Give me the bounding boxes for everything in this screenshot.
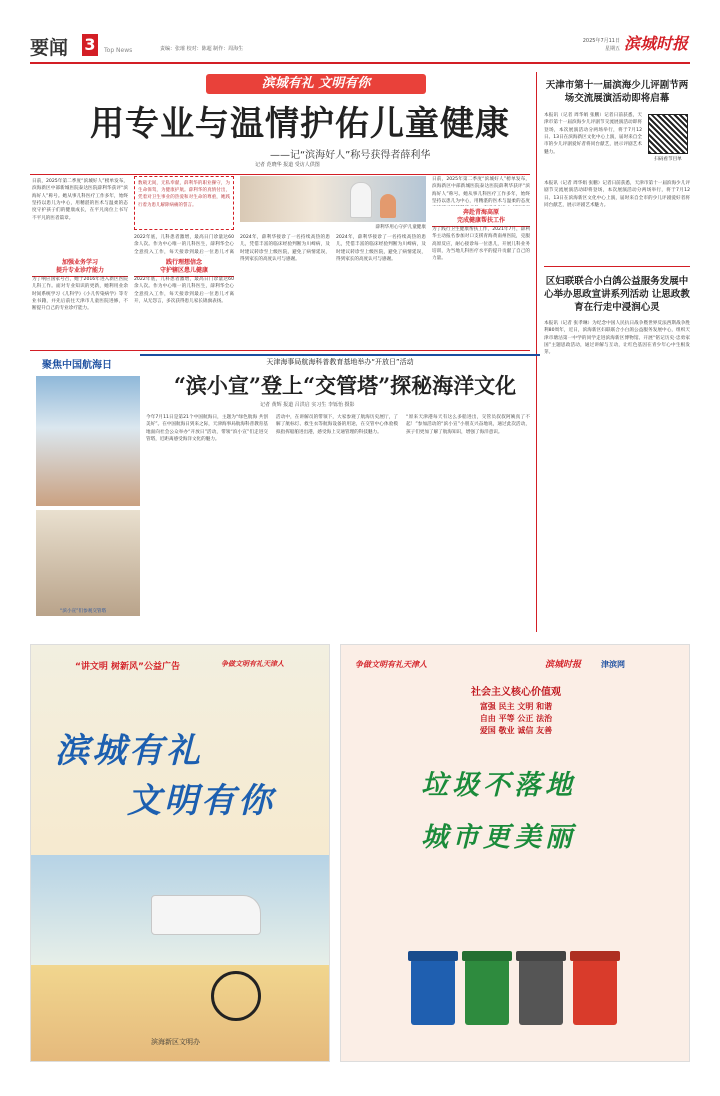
recyclable-bin-icon	[411, 959, 455, 1025]
campaign-banner: 滨城有礼 文明有你	[206, 74, 426, 94]
ad-garbage-logo-3: 津滨网	[601, 660, 625, 669]
ad-civility-title-1: 滨城有礼	[55, 731, 203, 771]
story2-kicker: 天津海事局航海科普教育基地举办“开放日”活动	[140, 354, 540, 366]
story2-top-rule	[30, 350, 530, 351]
section-subheading-2: 守护辖区患儿健康	[134, 266, 234, 277]
story2-photo-bottom	[36, 510, 140, 616]
side-top-body-a: 本报讯（记者 周华娟 张鹏）记者日前获悉，天津市第十一届滨海少儿评剧节交流展演活动即将登场，本次展演活动分两场举行，将于7月12日、13日在滨海新区文化中心上演，届时来自全市的少儿评剧爱好者将同台献艺，展示评剧艺术魅力。	[544, 113, 642, 155]
core-values-line-1: 富强 民主 文明 和谐	[479, 702, 553, 711]
side-top-headline: 天津市第十一届滨海少儿评剧节两场交流展演活动即将启幕	[545, 80, 689, 104]
child-figure	[380, 194, 396, 218]
section-subheading-1: 提升专业诊疗能力	[32, 266, 128, 277]
side-bottom-body: 本报讯（记者 张孝琳）为纪念中国人民抗日战争暨世界反法西斯战争胜利80周年，近日，滨海新区妇联联合小白鸽公益服务发展中心，组织天津市塘沽第一中学的同学走进滨海新区博物馆、开展“铭记历史·忠勇家国”主题思政活动，通过讲解与互动，让红色基因在青少年心中生根发芽。	[544, 321, 690, 356]
ad-civility-footer: 滨海新区文明办	[151, 1038, 200, 1046]
story2-body-col3: “原来天津港每天有这么多船进出，交管员叔叔阿姨真了不起！”参加活动的“滨小宣”小朋友兴奋地说，通过此次活动，孩子们更加了解了航海知识，增强了海洋意识。	[406, 415, 530, 435]
issue-date: 2025年7月11日	[582, 38, 620, 44]
doctor-figure	[350, 182, 372, 218]
focus-tag: 聚焦中国航海日	[42, 360, 112, 371]
ad-garbage	[340, 644, 690, 1062]
lead-photo	[240, 176, 426, 222]
ad-garbage-logo-2: 滨城时报	[545, 660, 582, 670]
ad-civility-title-2: 文明有你	[127, 781, 275, 821]
story2-body-col1: 今年7月11日是第21个中国航海日，主题为“绿色航海 共创美好”。在中国航海日到来之际，天津海事局航海科普教育基地面向社会公众举办“开放日”活动，带领“滨小宣”们走进交管塔，近距离感受海洋文化的魅力。	[146, 415, 268, 443]
qr-caption: 扫码看节目单	[654, 157, 682, 162]
ad-cruise-ship	[151, 895, 261, 935]
right-column-rule	[536, 72, 537, 632]
qr-code[interactable]	[648, 114, 688, 154]
section-name-en: Top News	[104, 47, 133, 54]
masthead-rule	[30, 62, 690, 64]
lead-intro-paragraph: 日前，2025年第二季度“滨城好人”榜单发布，滨海新区中部新城医院泰达医院薛利华获评“滨海好人”称号。她从事儿科医疗工作多年，始终坚持以患儿为中心，用精湛的医术与温柔的态度守护孩子们的健康成长，在平凡岗位上书写不平凡的医者篇章。	[32, 179, 128, 221]
core-values-title: 社会主义核心价值观	[471, 687, 561, 698]
section-subheading-3: 完成健康帮扶工作	[432, 216, 530, 227]
lead-body-col2a: 2022年底，儿科患者激增，最高日门诊量达60余人次。作为中心唯一的儿科医生，薛利华全心全意投入工作，每天接诊到最后一位患儿才离	[134, 235, 234, 255]
core-values-line-2: 自由 平等 公正 法治	[479, 714, 553, 723]
lead-headline: 用专业与温情护佑儿童健康	[90, 104, 510, 144]
other-waste-bin-icon	[519, 959, 563, 1025]
newspaper-logo: 滨城时报	[624, 34, 689, 53]
ad-civility-tag: “讲文明 树新风”公益广告	[75, 662, 180, 672]
section-heading-2: 践行理想信念	[165, 259, 202, 266]
story2-body-col2: 活动中，在讲解员的带领下，大家参观了航海历史展厅，了解了航标灯、救生衣等航海设备的用途，在交管中心体验模拟指挥船舶进出港，感受海上交通管理的科技魅力。	[276, 415, 398, 435]
issue-weekday: 星期五	[604, 46, 620, 52]
page-number: 3	[82, 34, 98, 56]
side-top-body-b: 本报讯（记者 周华娟 张鹏）记者日前获悉，天津市第十一届滨海少儿评剧节交流展演活动即将登场，本次展演活动分两场举行，将于7月12日、13日在滨海新区文化中心上演，届时来自全市的少儿评剧爱好者将同台献艺，展示评剧艺术魅力。	[544, 181, 690, 209]
section-name: 要闻	[30, 37, 69, 59]
story2-byline: 记者 黄辉 报道 吕洪启 实习生 李铄怡 摄影	[260, 402, 355, 408]
section-heading-3: 奔赴青海高原	[462, 209, 499, 216]
intro-quote-box	[134, 176, 234, 230]
kitchen-waste-bin-icon	[465, 959, 509, 1025]
lead-body-col2b: 2022年底，儿科患者激增，最高日门诊量达60余人次。作为中心唯一的儿科医生，薛利华全心全意投入工作，每天接诊到最后一位患儿才离开，从无怨言，多次获得患儿家长锦旗表扬。	[134, 277, 234, 305]
lead-body-col1: 为了响应国家号召，她于2016年进入新区医院儿科工作。面对专业知识的更新，她利用业余时间系统学习《儿科学》《小儿传染病学》等专业书籍，并先后前往天津市儿童医院进修，不断提升自己的专业诊疗能力。	[32, 277, 128, 312]
lead-body-col4a: 2024年，薛利华接诊了一名持续高热的患儿，凭借丰富的临床经验判断为川崎病，及时建议转诊至上级医院，避免了病情延误，得到家长的高度认可与感谢。	[336, 235, 426, 263]
intro-quote: 数载无间，无私奉献，薛利华的职业操守，为生命保驾，为健康护航。薛利华的真情付出，凭着对卫生事业的热爱和对生命的尊重，她践行着为患儿解除病痛的誓言。	[138, 181, 230, 208]
ad-civility	[30, 644, 330, 1062]
ad-slogan-2: 城市更美丽	[421, 822, 576, 853]
side-divider	[544, 266, 690, 267]
story2-photo-caption: “滨小宣”们参观交管塔	[60, 609, 107, 614]
ad-garbage-logo-1: 争做文明有礼天津人	[355, 660, 427, 669]
story2-photo-top	[36, 376, 140, 506]
ad-slogan-1: 垃圾不落地	[421, 770, 576, 801]
lead-photo-caption: 薛利华用心守护儿童健康	[375, 225, 426, 230]
ad-civility-logo: 争做文明有礼天津人	[221, 660, 284, 668]
section-heading-1: 加强业务学习	[61, 259, 98, 266]
editor-credits: 责编：张璀 校对：陈超 制作：周海生	[160, 46, 244, 52]
lead-body-col5b: 为了践行卫生健康帮扶工作，2021年7月，薛利华主动报名参加对口支援青海黄南州医院，克服高原反应，耐心接诊每一位患儿，开展儿科业务培训，为当地儿科医疗水平的提升贡献了自己的力量。	[432, 227, 530, 262]
story2-headline: “滨小宣”登上“交管塔”探秘海洋文化	[173, 373, 517, 398]
core-values-line-3: 爱国 敬业 诚信 友善	[479, 726, 553, 735]
bicycle-icon	[211, 971, 261, 1021]
lead-subhead: ——记“滨海好人”称号获得者薛利华	[270, 150, 431, 161]
side-bottom-headline: 区妇联联合小白鸽公益服务发展中心举办思政宣讲系列活动 让思政教育在行走中浸润心灵	[544, 276, 690, 313]
hazardous-waste-bin-icon	[573, 959, 617, 1025]
lead-body-col3: 2024年，薛利华接诊了一名持续高热的患儿，凭借丰富的临床经验判断为川崎病，及时建议转诊至上级医院，避免了病情延误，得到家长的高度认可与感谢。	[240, 235, 330, 263]
garbage-bins	[411, 945, 631, 1035]
lead-body-col5a: 日前，2025年第二季度“滨城好人”榜单发布，滨海新区中部新城医院泰达医院薛利华获评“滨海好人”称号。她从事儿科医疗工作多年，始终坚持以患儿为中心，用精湛的医术与温柔的态度	[432, 177, 530, 205]
lead-byline: 记者 范晓华 报道 受访人供图	[255, 162, 320, 168]
